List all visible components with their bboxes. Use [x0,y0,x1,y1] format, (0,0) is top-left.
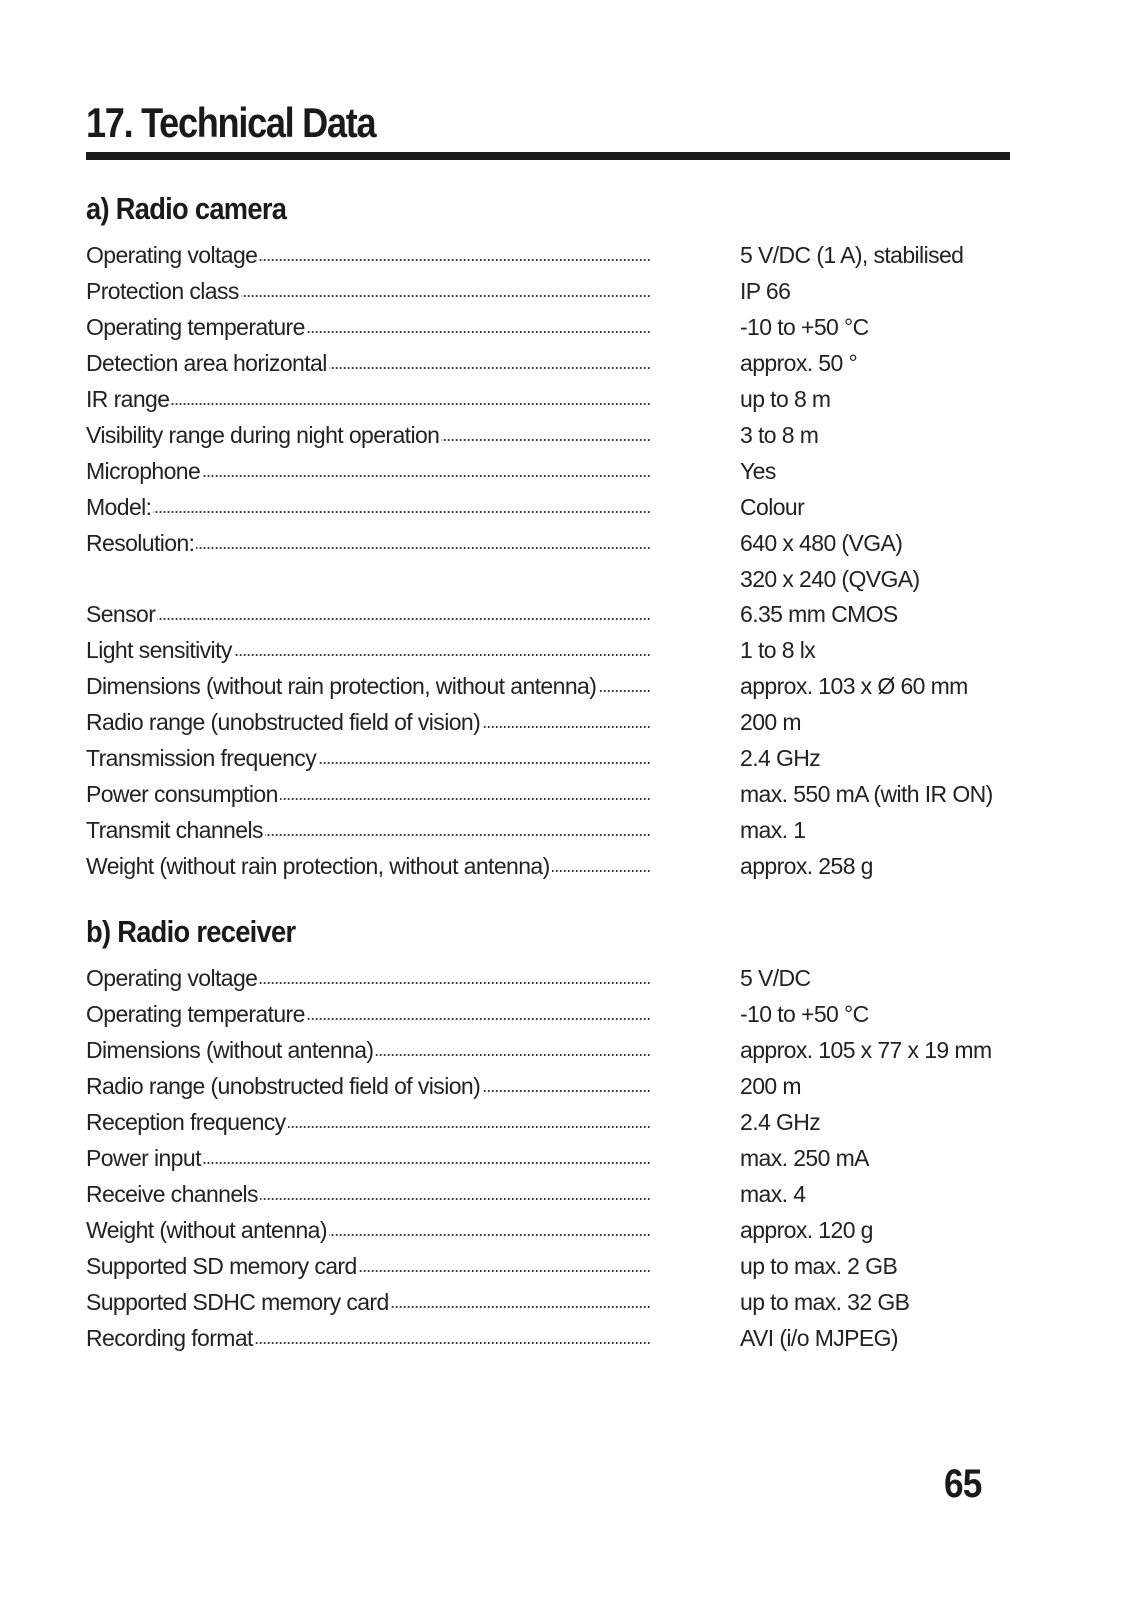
spec-label-text: Weight (without rain protection, without antenna) [86,853,550,879]
spec-row [86,740,1010,776]
spec-label [86,345,736,381]
spec-value-line: up to max. 32 GB [740,1289,910,1315]
spec-row [86,960,1010,996]
spec-value-line: 1 to 8 lx [740,637,816,663]
spec-value [740,273,790,309]
spec-label [86,740,736,776]
spec-value-line: 640 x 480 (VGA) [740,530,903,556]
spec-row [86,237,1010,273]
spec-label [86,1104,736,1140]
spec-value [740,1320,898,1356]
spec-row [86,417,1010,453]
spec-label [86,1212,736,1248]
spec-label-text: Supported SDHC memory card [86,1289,389,1315]
spec-label-text: Operating voltage [86,965,258,991]
spec-value [740,704,801,740]
spec-list-radio-camera [86,237,1010,884]
spec-label [86,381,736,417]
spec-label-text: Radio range (unobstructed field of vision) [86,1073,481,1099]
spec-value [740,489,804,525]
spec-label-text: Operating voltage [86,242,258,268]
spec-value-line: up to max. 2 GB [740,1253,898,1279]
spec-value [740,740,820,776]
spec-label-text: Recording format [86,1325,253,1351]
spec-value-line: 5 V/DC (1 A), stabilised [740,242,964,268]
spec-row [86,1032,1010,1068]
spec-value [740,960,811,996]
spec-label [86,1140,736,1176]
spec-label-text: Supported SD memory card [86,1253,357,1279]
spec-value-line: approx. 50 ° [740,350,858,376]
spec-label [86,1284,736,1320]
spec-row [86,1176,1010,1212]
spec-label-text: Sensor [86,601,156,627]
spec-label-text: Transmit channels [86,817,263,843]
spec-label [86,309,736,345]
spec-row [86,1212,1010,1248]
spec-value [740,1284,909,1320]
spec-value-line: max. 550 mA (with IR ON) [740,781,993,807]
spec-label [86,776,736,812]
spec-row [86,1284,1010,1320]
spec-row [86,1104,1010,1140]
spec-row [86,632,1010,668]
spec-value-line: IP 66 [740,278,791,304]
spec-value [740,525,920,597]
spec-value-line: max. 1 [740,817,806,843]
spec-label-text: Light sensitivity [86,637,232,663]
spec-value [740,417,818,453]
spec-label [86,812,736,848]
spec-label-text: Resolution: [86,530,195,556]
spec-value-line: 5 V/DC [740,965,811,991]
spec-label [86,1032,736,1068]
spec-row [86,345,1010,381]
spec-value-line: approx. 103 x Ø 60 mm [740,673,968,699]
spec-value [740,1068,801,1104]
spec-row [86,525,1010,596]
spec-value-line: 6.35 mm CMOS [740,601,898,627]
spec-label [86,1320,736,1356]
spec-label-text: Model: [86,494,152,520]
spec-row [86,848,1010,884]
spec-row [86,996,1010,1032]
page-title: 17. Technical Data [86,99,376,146]
spec-value-line: -10 to +50 °C [740,1001,869,1027]
spec-value [740,453,776,489]
spec-value [740,776,993,812]
spec-label-text: Weight (without antenna) [86,1217,327,1243]
spec-label [86,1248,736,1284]
spec-value-line: up to 8 m [740,386,831,412]
spec-row [86,596,1010,632]
spec-value [740,1140,869,1176]
spec-row [86,453,1010,489]
spec-value [740,381,831,417]
spec-label-text: Receive channels [86,1181,258,1207]
spec-row [86,1248,1010,1284]
spec-value-line: -10 to +50 °C [740,314,869,340]
spec-value [740,1176,805,1212]
spec-value [740,812,805,848]
spec-value-line: 200 m [740,709,801,735]
spec-label [86,704,736,740]
spec-list-radio-receiver [86,960,1010,1356]
spec-value-line: 2.4 GHz [740,745,821,771]
spec-value [740,1212,873,1248]
spec-label-text: IR range [86,386,170,412]
spec-label [86,596,736,632]
spec-value [740,345,857,381]
spec-label [86,417,736,453]
spec-label [86,996,736,1032]
spec-label [86,960,736,996]
spec-value-line: AVI (i/o MJPEG) [740,1325,898,1351]
spec-row [86,812,1010,848]
spec-label-text: Dimensions (without rain protection, without antenna) [86,673,597,699]
spec-value [740,309,869,345]
spec-label [86,489,736,525]
spec-label [86,237,736,273]
spec-label [86,525,736,561]
spec-label-text: Protection class [86,278,239,304]
spec-label-text: Reception frequency [86,1109,286,1135]
spec-value-line: approx. 258 g [740,853,873,879]
spec-value [740,996,869,1032]
title-rule [86,152,1010,160]
spec-row [86,668,1010,704]
spec-label [86,632,736,668]
spec-value-line: Yes [740,458,776,484]
spec-value-line: Colour [740,494,805,520]
spec-row [86,1068,1010,1104]
spec-label-text: Operating temperature [86,314,305,340]
spec-label-text: Detection area horizontal [86,350,327,376]
spec-row [86,309,1010,345]
spec-row [86,1320,1010,1356]
spec-value [740,668,968,704]
spec-row [86,381,1010,417]
spec-row [86,273,1010,309]
spec-value [740,1104,820,1140]
page-number: 65 [944,1462,982,1506]
spec-value-line: 200 m [740,1073,801,1099]
spec-row [86,1140,1010,1176]
spec-value [740,596,898,632]
spec-label-text: Microphone [86,458,201,484]
spec-value-line: 2.4 GHz [740,1109,821,1135]
spec-value [740,1248,897,1284]
spec-value [740,237,963,273]
spec-label [86,273,736,309]
spec-value-line: approx. 105 x 77 x 19 mm [740,1037,992,1063]
spec-label-text: Radio range (unobstructed field of vision) [86,709,481,735]
spec-value [740,632,815,668]
spec-label-text: Transmission frequency [86,745,317,771]
spec-label-text: Operating temperature [86,1001,305,1027]
spec-value-line: max. 4 [740,1181,806,1207]
spec-label [86,668,736,704]
spec-label [86,848,736,884]
spec-label [86,453,736,489]
section-heading-radio-camera: a) Radio camera [86,191,287,226]
spec-value [740,1032,992,1068]
spec-row [86,704,1010,740]
spec-label-text: Visibility range during night operation [86,422,440,448]
spec-value-line: max. 250 mA [740,1145,869,1171]
spec-value-line: 320 x 240 (QVGA) [740,566,920,592]
spec-value [740,848,873,884]
spec-label-text: Power input [86,1145,201,1171]
spec-value-line: 3 to 8 m [740,422,819,448]
spec-row [86,489,1010,525]
spec-row [86,776,1010,812]
spec-label [86,1176,736,1212]
spec-label-text: Power consumption [86,781,278,807]
spec-label [86,1068,736,1104]
spec-label-text: Dimensions (without antenna) [86,1037,374,1063]
section-heading-radio-receiver: b) Radio receiver [86,914,296,949]
spec-value-line: approx. 120 g [740,1217,873,1243]
